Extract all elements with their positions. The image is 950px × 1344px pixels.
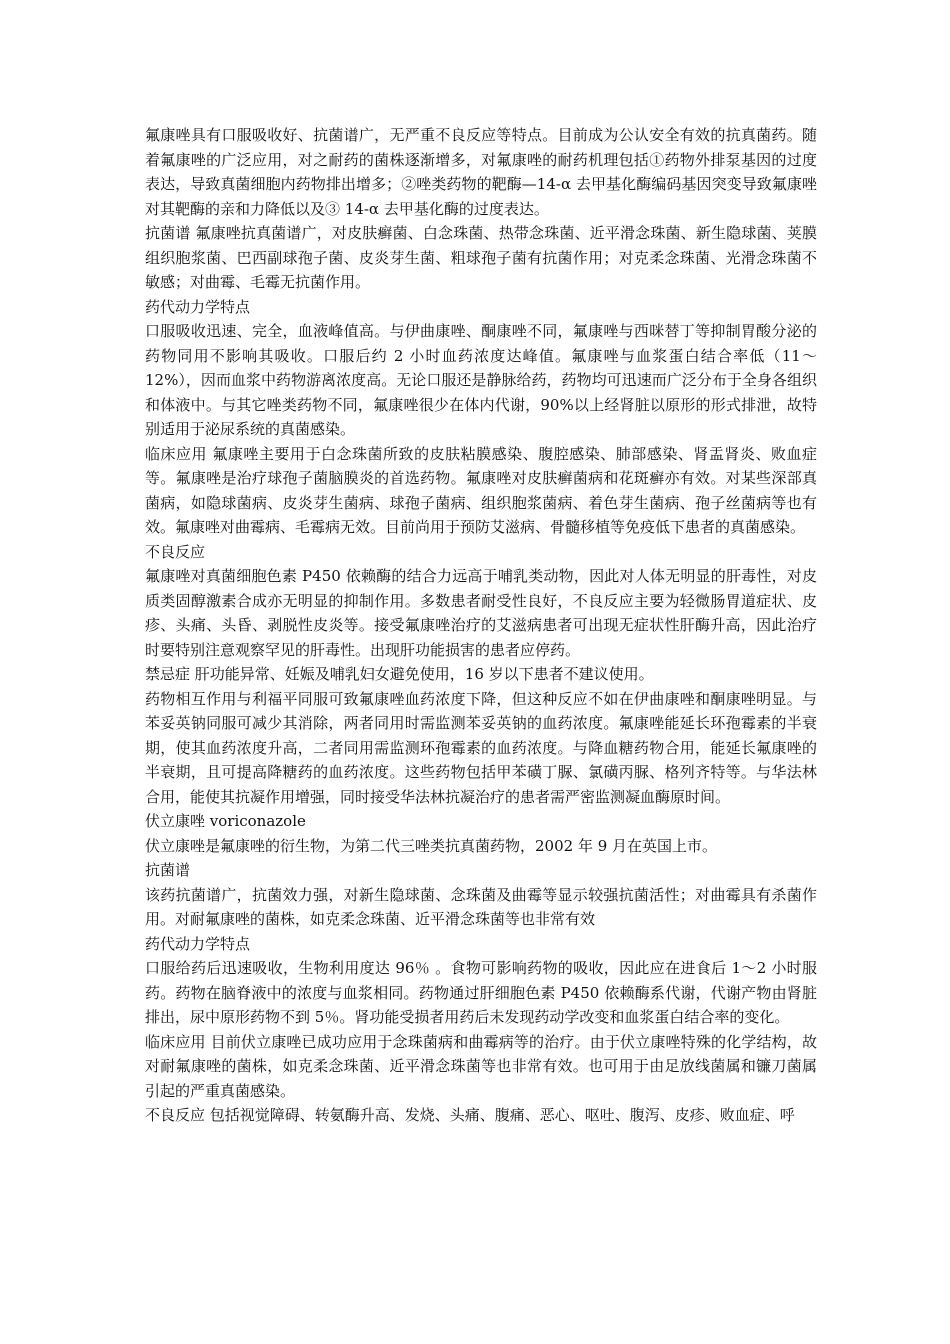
document-body — [145, 123, 817, 1128]
paragraph-fluconazole-intro: 氟康唑具有口服吸收好、抗菌谱广，无严重不良反应等特点。目前成为公认安全有效的抗真菌药。随着氟康唑的广泛应用，对之耐药的菌株逐渐增多，对氟康唑的耐药机理包括①药物外排泵基因的过度表达，导致真菌细胞内药物排出增多；②唑类药物的靶酶—14-α 去甲基化酶编码基因突变导致氟康唑对其靶酶的亲和力降低以及③ 14-α 去甲基化酶的过度表达。 — [145, 126, 817, 218]
paragraph-voriconazole-pharmacokinetics: 口服给药后迅速吸收，生物利用度达 96％ 。食物可影响药物的吸收，因此应在进食后 1～2 小时服药。药物在脑脊液中的浓度与血浆相同。药物通过肝细胞色素 P450 依赖酶系代谢，代谢产物由肾脏排出，尿中原形药物不到 5％。肾功能受损者用药后未发现药动学改变和血浆蛋白结合率的变化。 — [145, 959, 817, 1026]
paragraph-fluconazole-clinical-use: 临床应用 氟康唑主要用于白念珠菌所致的皮肤粘膜感染、腹腔感染、肺部感染、肾盂肾炎、败血症等。氟康唑是治疗球孢子菌脑膜炎的首选药物。氟康唑对皮肤癣菌病和花斑癣亦有效。对某些深部真菌病，如隐球菌病、皮炎芽生菌病、球孢子菌病、组织胞浆菌病、着色芽生菌病、孢子丝菌病等也有效。氟康唑对曲霉病、毛霉病无效。目前尚用于预防艾滋病、骨髓移植等免疫低下患者的真菌感染。 — [145, 444, 817, 536]
heading-voriconazole-pharmacokinetics: 药代动力学特点 — [145, 934, 251, 953]
paragraph-fluconazole-pharmacokinetics: 口服吸收迅速、完全，血液峰值高。与伊曲康唑、酮康唑不同，氟康唑与西咪替丁等抑制胃酸分泌的药物同用不影响其吸收。口服后约 2 小时血药浓度达峰值。氟康唑与血浆蛋白结合率低（11～12%），因而血浆中药物游离浓度高。无论口服还是静脉给药，药物均可迅速而广泛分布于全身各组织和体液中。与其它唑类药物不同，氟康唑很少在体内代谢，90%以上经肾脏以原形的形式排泄，故特别适用于泌尿系统的真菌感染。 — [145, 322, 817, 438]
paragraph-fluconazole-interactions: 药物相互作用与利福平同服可致氟康唑血药浓度下降，但这种反应不如在伊曲康唑和酮康唑明显。与苯妥英钠同服可减少其消除，两者同用时需监测苯妥英钠的血药浓度。氟康唑能延长环孢霉素的半衰期，使其血药浓度升高，二者同用需监测环孢霉素的血药浓度。与降血糖药物合用，能延长氟康唑的半衰期，且可提高降糖药的血药浓度。这些药物包括甲苯磺丁脲、氯磺丙脲、格列齐特等。与华法林合用，能使其抗凝作用增强，同时接受华法林抗凝治疗的患者需严密监测凝血酶原时间。 — [145, 689, 817, 806]
heading-antibacterial-spectrum: 抗菌谱 — [145, 861, 191, 879]
heading-adverse-reactions: 不良反应 — [145, 542, 206, 561]
paragraph-voriconazole-intro: 伏立康唑是氟康唑的衍生物，为第二代三唑类抗真菌药物，2002 年 9 月在英国上市。 — [145, 836, 718, 855]
paragraph-voriconazole-adverse-reactions: 不良反应 包括视觉障碍、转氨酶升高、发烧、头痛、腹痛、恶心、呕吐、腹泻、皮疹、败血症、呼 — [145, 1106, 795, 1124]
paragraph-fluconazole-contraindications: 禁忌症 肝功能异常、妊娠及哺乳妇女避免使用，16 岁以下患者不建议使用。 — [145, 665, 654, 683]
paragraph-voriconazole-clinical-use: 临床应用 目前伏立康唑已成功应用于念珠菌病和曲霉病等的治疗。由于伏立康唑特殊的化学结构，故对耐氟康唑的菌株，如克柔念珠菌、近平滑念珠菌等也非常有效。也可用于由足放线菌属和镰刀菌属引起的严重真菌感染。 — [145, 1032, 817, 1100]
paragraph-fluconazole-spectrum: 抗菌谱 氟康唑抗真菌谱广，对皮肤癣菌、白念珠菌、热带念珠菌、近平滑念珠菌、新生隐球菌、荚膜组织胞浆菌、巴西副球孢子菌、皮炎芽生菌、粗球孢子菌有抗菌作用；对克柔念珠菌、光滑念珠菌不敏感；对曲霉、毛霉无抗菌作用。 — [145, 224, 817, 291]
paragraph-voriconazole-spectrum: 该药抗菌谱广，抗菌效力强，对新生隐球菌、念珠菌及曲霉等显示较强抗菌活性；对曲霉具有杀菌作用。对耐氟康唑的菌株，如克柔念珠菌、近平滑念珠菌等也非常有效 — [145, 885, 817, 928]
paragraph-fluconazole-adverse-reactions: 氟康唑对真菌细胞色素 P450 依赖酶的结合力远高于哺乳类动物，因此对人体无明显的肝毒性，对皮质类固醇激素合成亦无明显的抑制作用。多数患者耐受性良好，不良反应主要为轻微肠胃道症状、皮疹、头痛、头昏、剥脱性皮炎等。接受氟康唑治疗的艾滋病患者可出现无症状性肝酶升高，因此治疗时要特别注意观察罕见的肝毒性。出现肝功能损害的患者应停药。 — [145, 567, 817, 659]
heading-pharmacokinetics: 药代动力学特点 — [145, 297, 251, 316]
heading-voriconazole: 伏立康唑 voriconazole — [145, 812, 306, 830]
